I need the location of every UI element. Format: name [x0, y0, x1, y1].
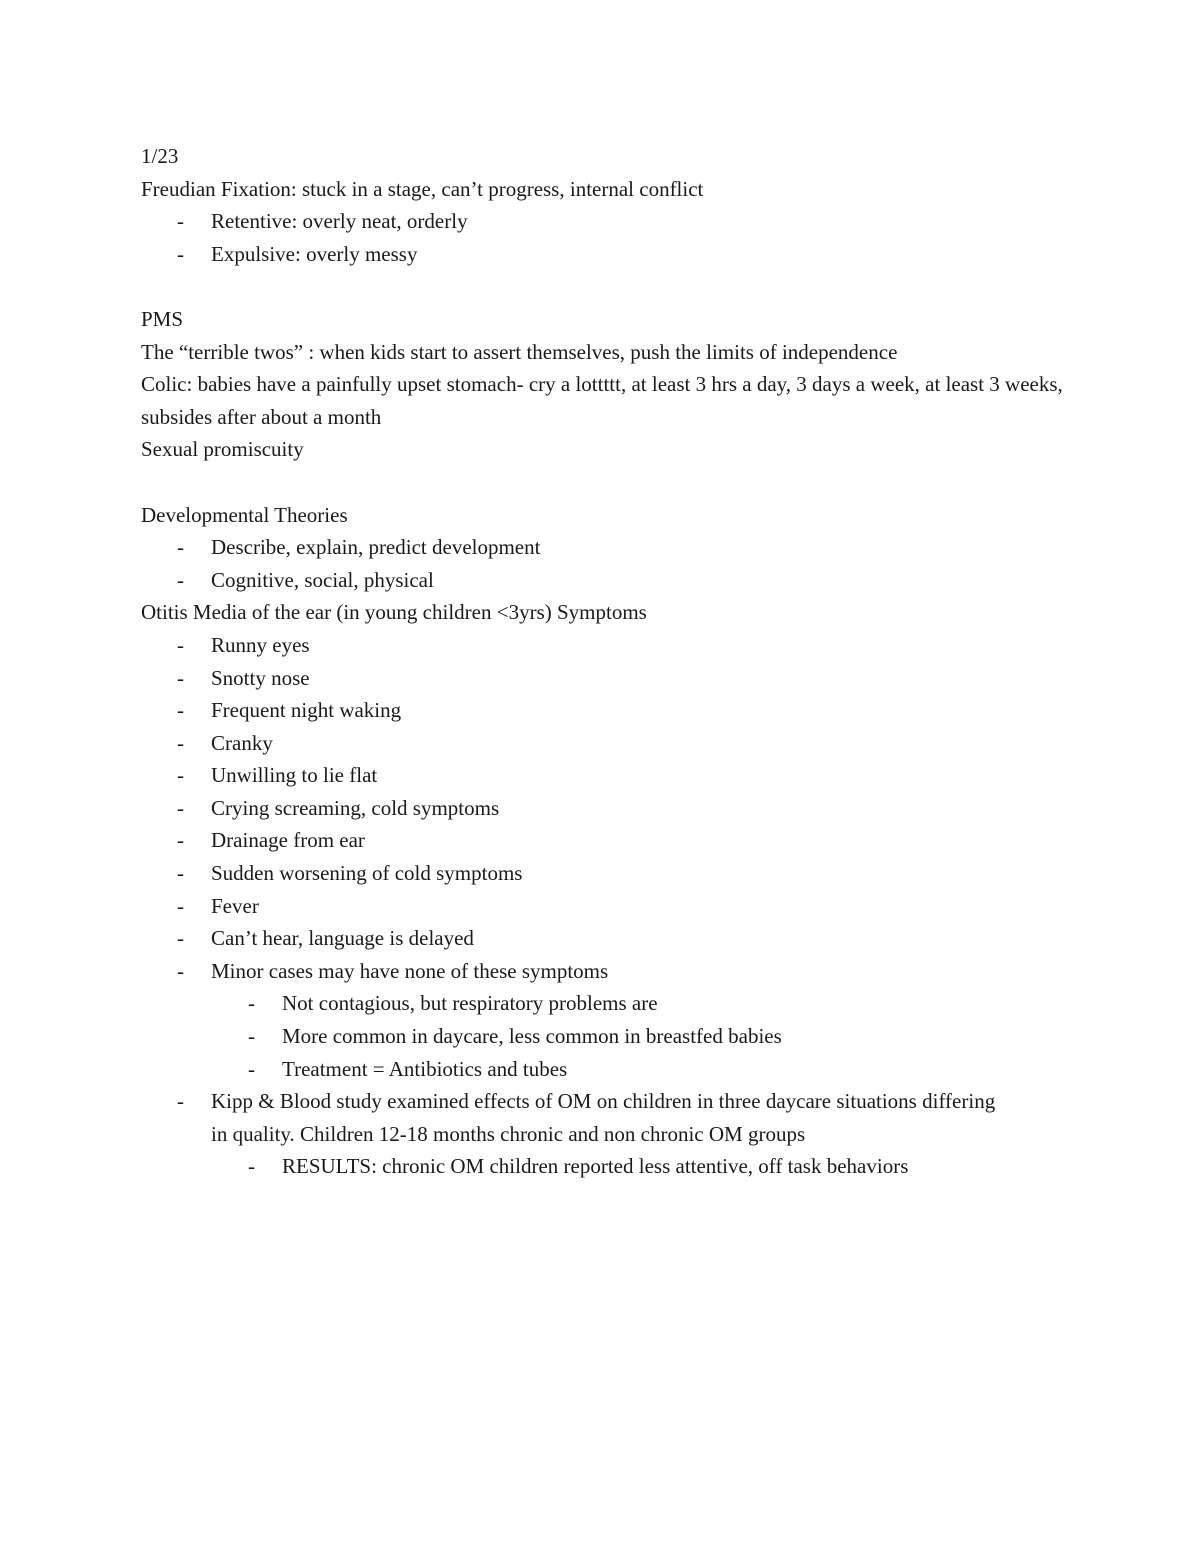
list-item-text: More common in daycare, less common in breastfed babies: [282, 1024, 782, 1049]
dash-marker: -: [177, 926, 184, 951]
list-item: [141, 694, 1081, 727]
dash-marker: -: [177, 535, 184, 560]
list-item: [141, 531, 1081, 564]
list-item: [141, 238, 1081, 271]
list-item-text: Fever: [211, 893, 259, 918]
dash-marker: -: [248, 991, 255, 1016]
list-item-text: Cognitive, social, physical: [211, 567, 434, 592]
spacer: [141, 270, 1081, 303]
otitis-heading: Otitis Media of the ear (in young children <3yrs) Symptoms: [141, 600, 647, 625]
dev-theories-heading: Developmental Theories: [141, 502, 348, 527]
sub-list-item: [141, 1053, 1081, 1086]
list-item: [141, 857, 1081, 890]
pms-heading: PMS: [141, 306, 184, 331]
dash-marker: -: [177, 698, 184, 723]
dash-marker: -: [177, 795, 184, 820]
study-text: Kipp & Blood study examined effects of OM on children in three daycare situations differing in quality. Children 12-18 months chronic and non chronic OM groups: [211, 1089, 996, 1146]
list-item-text: Snotty nose: [211, 665, 310, 690]
list-item-text: Not contagious, but respiratory problems are: [282, 991, 658, 1016]
dash-marker: -: [177, 209, 184, 234]
list-item: [141, 792, 1081, 825]
list-item: [141, 727, 1081, 760]
list-item-text: Retentive: overly neat, orderly: [211, 209, 468, 234]
list-item-text: Expulsive: overly messy: [211, 241, 418, 266]
dash-marker: -: [177, 958, 184, 983]
list-item: [141, 890, 1081, 923]
dash-marker: -: [177, 828, 184, 853]
list-item-text: Crying screaming, cold symptoms: [211, 795, 500, 820]
list-item: [141, 662, 1081, 695]
list-item-text: Treatment = Antibiotics and tubes: [282, 1056, 568, 1081]
sub-list-item: [141, 1020, 1081, 1053]
sub-list-item: [141, 987, 1081, 1020]
list-item-text: Drainage from ear: [211, 828, 365, 853]
dash-marker: -: [177, 241, 184, 266]
notes-body: [141, 140, 1081, 1183]
list-item-text: Unwilling to lie flat: [211, 763, 378, 788]
list-item: [141, 824, 1081, 857]
list-item-text: Minor cases may have none of these symptoms: [211, 958, 609, 983]
list-item-text: Sudden worsening of cold symptoms: [211, 861, 523, 886]
dash-marker: -: [177, 730, 184, 755]
list-item: [141, 564, 1081, 597]
list-item-text: Cranky: [211, 730, 273, 755]
spacer: [141, 466, 1081, 499]
freud-heading: Freudian Fixation: stuck in a stage, can’t progress, internal conflict: [141, 176, 704, 201]
dash-marker: -: [248, 1056, 255, 1081]
colic-paragraph: Colic: babies have a painfully upset stomach- cry a lottttt, at least 3 hrs a day, 3 days a week, at least 3 weeks, subsides after about a month: [141, 372, 1063, 429]
dash-marker: -: [248, 1154, 255, 1179]
list-item: [141, 629, 1081, 662]
list-item: [141, 955, 1081, 988]
terrible-twos-line: The “terrible twos” : when kids start to assert themselves, push the limits of independence: [141, 339, 898, 364]
list-item-text: Can’t hear, language is delayed: [211, 926, 474, 951]
dash-marker: -: [177, 567, 184, 592]
dash-marker: -: [177, 893, 184, 918]
dash-marker: -: [248, 1024, 255, 1049]
date-line: 1/23: [141, 144, 179, 168]
list-item: [141, 1085, 1081, 1150]
list-item-text: Describe, explain, predict development: [211, 535, 541, 560]
list-item-text: Runny eyes: [211, 632, 310, 657]
list-item: [141, 205, 1081, 238]
dash-marker: -: [177, 665, 184, 690]
list-item: [141, 759, 1081, 792]
sub-list-item: [141, 1150, 1081, 1183]
dash-marker: -: [177, 861, 184, 886]
list-item-text: Frequent night waking: [211, 698, 402, 723]
dash-marker: -: [177, 763, 184, 788]
results-text: RESULTS: chronic OM children reported less attentive, off task behaviors: [282, 1154, 909, 1179]
dash-marker: -: [177, 632, 184, 657]
list-item: [141, 922, 1081, 955]
dash-marker: -: [177, 1089, 184, 1114]
promiscuity-line: Sexual promiscuity: [141, 437, 304, 462]
